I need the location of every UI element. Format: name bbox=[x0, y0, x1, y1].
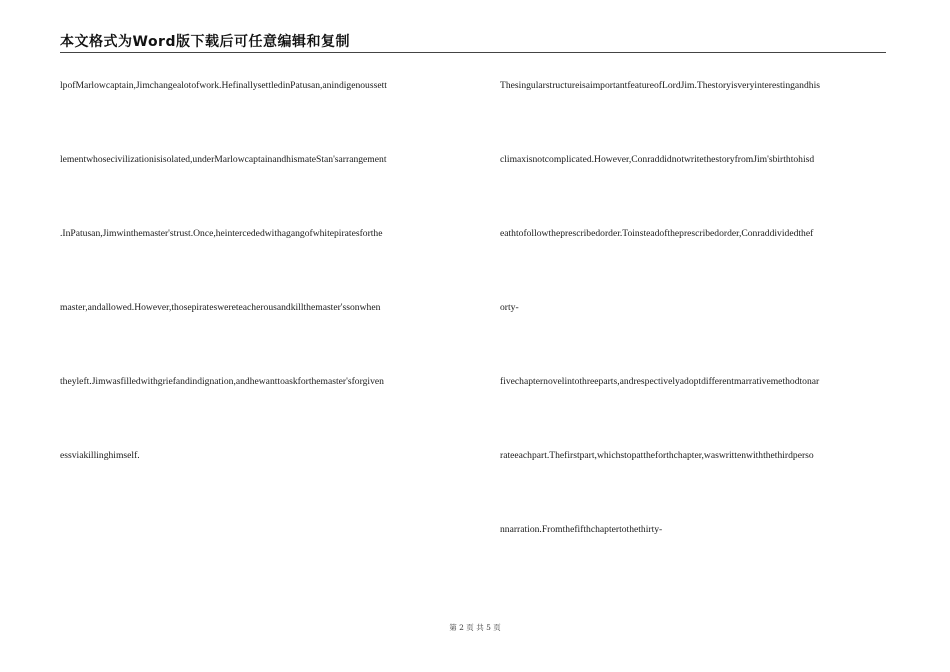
text-line: nnarration.Fromthefifthchaptertothethirty- bbox=[500, 524, 663, 535]
text-line: rateeachpart.Thefirstpart,whichstopattheforthchapter,waswrittenwiththethirdperso bbox=[500, 450, 814, 461]
text-line: lementwhosecivilizationisisolated,underMarlowcaptainandhismateStan'sarrangement bbox=[60, 154, 387, 165]
text-line: theyleft.Jimwasfilledwithgriefandindignation,andhewanttoaskforthemaster'sforgiven bbox=[60, 376, 384, 387]
text-line: ThesingularstructureisaimportantfeatureofLordJim.Thestoryisveryinterestingandhis bbox=[500, 80, 820, 91]
text-line: eathtofollowtheprescribedorder.Toinsteadoftheprescribedorder,Conraddividedthef bbox=[500, 228, 814, 239]
text-line: climaxisnotcomplicated.However,ConraddidnotwritethestoryfromJim'sbirthtohisd bbox=[500, 154, 815, 165]
text-line: .InPatusan,Jimwinthemaster'strust.Once,heintercededwithagangofwhitepiratesforthe bbox=[60, 228, 383, 239]
page-number: 第 2 页 共 5 页 bbox=[449, 623, 501, 632]
text-line: lpofMarlowcaptain,Jimchangealotofwork.HefinallysettledinPatusan,anindigenoussett bbox=[60, 80, 387, 91]
left-column bbox=[60, 78, 460, 522]
text-line: essviakillinghimself. bbox=[60, 450, 140, 461]
right-column bbox=[500, 78, 890, 596]
text-line: fivechapternovelintothreeparts,andrespectivelyadoptdifferentmarrativemethodtonar bbox=[500, 376, 820, 387]
header-title: 本文格式为Word版下载后可任意编辑和复制 bbox=[60, 34, 350, 50]
text-line: orty- bbox=[500, 302, 519, 313]
text-line: master,andallowed.However,thosepirateswereteacherousandkillthemaster'ssonwhen bbox=[60, 302, 381, 313]
page-header bbox=[60, 32, 886, 53]
page-footer bbox=[0, 622, 950, 633]
